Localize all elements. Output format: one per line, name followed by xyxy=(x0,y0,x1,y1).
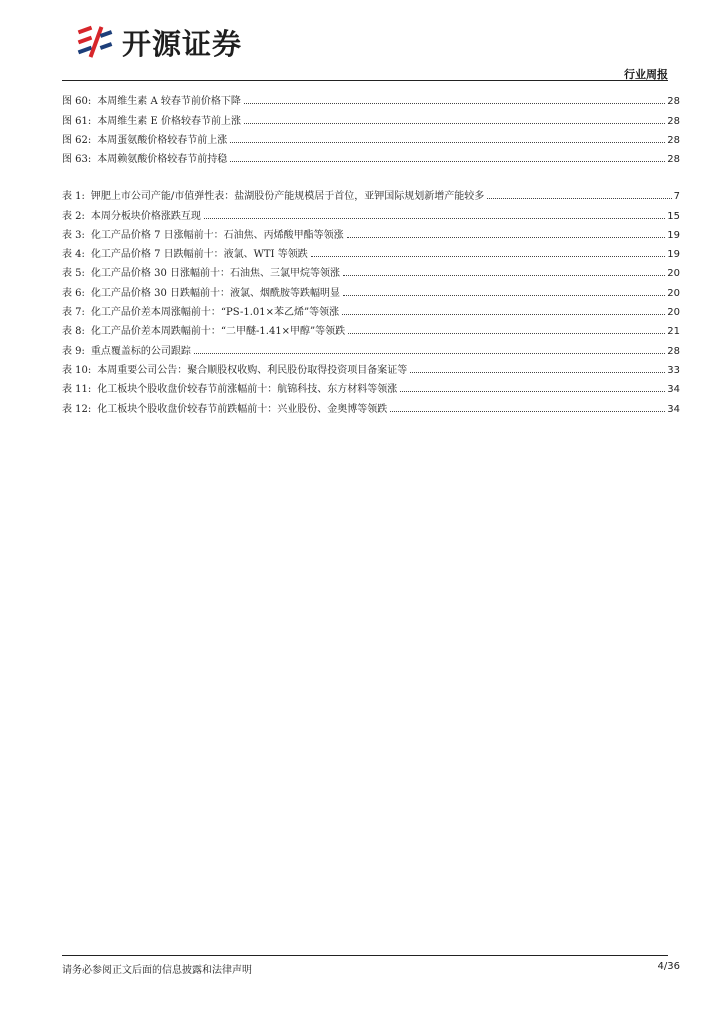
toc-leader xyxy=(400,391,665,392)
toc-title: 本周蛋氨酸价格较春节前上涨 xyxy=(97,134,228,146)
toc-leader xyxy=(244,103,665,104)
footer-divider xyxy=(62,955,668,956)
toc-page: 33 xyxy=(667,364,680,376)
toc-row[interactable] xyxy=(62,183,680,202)
toc-leader xyxy=(342,314,665,315)
toc-row[interactable] xyxy=(62,376,680,395)
toc-label: 表 7: xyxy=(62,307,85,319)
toc-label: 表 8: xyxy=(62,326,85,338)
figure-list xyxy=(62,88,680,165)
toc-row[interactable] xyxy=(62,127,680,146)
toc-page: 15 xyxy=(667,210,680,222)
toc-row[interactable] xyxy=(62,202,680,221)
toc-label: 表 6: xyxy=(62,287,85,299)
table-list xyxy=(62,183,680,415)
toc-page: 19 xyxy=(667,249,680,261)
toc-leader xyxy=(194,353,665,354)
toc-page: 34 xyxy=(667,384,680,396)
toc-leader xyxy=(343,295,665,296)
toc-title: 化工板块个股收盘价较春节前跌幅前十：兴业股份、金奥博等领跌 xyxy=(97,403,388,415)
toc-page: 28 xyxy=(667,154,680,166)
toc-label: 表 5: xyxy=(62,268,85,280)
toc-leader xyxy=(348,333,665,334)
toc-label: 表 1: xyxy=(62,191,85,203)
toc-leader xyxy=(343,275,665,276)
kaiyuan-logo-icon xyxy=(76,22,116,62)
toc-leader xyxy=(410,372,665,373)
toc-page: 19 xyxy=(667,229,680,241)
company-logo xyxy=(76,22,242,62)
toc-title: 化工产品价差本周跌幅前十：“二甲醚-1.41×甲醇”等领跌 xyxy=(90,326,346,338)
footer-disclaimer: 请务必参阅正文后面的信息披露和法律声明 xyxy=(62,965,252,976)
toc-page: 28 xyxy=(667,115,680,127)
toc-row[interactable] xyxy=(62,299,680,318)
toc-label: 图 61: xyxy=(62,115,92,127)
toc-page: 28 xyxy=(667,345,680,357)
toc-leader xyxy=(347,237,666,238)
toc-page: 20 xyxy=(667,307,680,319)
document-type: 行业周报 xyxy=(624,68,668,81)
toc-label: 表 12: xyxy=(62,403,92,415)
toc-leader xyxy=(487,198,671,199)
toc-leader xyxy=(204,218,665,219)
toc-page: 7 xyxy=(673,191,680,203)
toc-leader xyxy=(230,142,665,143)
toc-page: 34 xyxy=(667,403,680,415)
toc-page: 20 xyxy=(667,287,680,299)
toc-label: 表 2: xyxy=(62,210,85,222)
toc-row[interactable] xyxy=(62,146,680,165)
toc-title: 本周维生素 E 价格较春节前上涨 xyxy=(97,115,241,127)
page-header xyxy=(0,0,724,82)
toc-row[interactable] xyxy=(62,241,680,260)
toc-label: 图 63: xyxy=(62,154,92,166)
toc-row[interactable] xyxy=(62,88,680,107)
toc-row[interactable] xyxy=(62,318,680,337)
toc-row[interactable] xyxy=(62,222,680,241)
toc-title: 重点覆盖标的公司跟踪 xyxy=(90,345,191,357)
toc-leader xyxy=(311,256,666,257)
toc-label: 表 9: xyxy=(62,345,85,357)
toc-row[interactable] xyxy=(62,279,680,298)
toc-label: 图 60: xyxy=(62,96,92,108)
toc-title: 化工产品价格 7 日跌幅前十：液氯、WTI 等领跌 xyxy=(90,249,308,261)
toc-page: 21 xyxy=(667,326,680,338)
toc-page: 20 xyxy=(667,268,680,280)
toc-label: 表 10: xyxy=(62,364,92,376)
toc-page: 28 xyxy=(667,134,680,146)
toc-label: 表 4: xyxy=(62,249,85,261)
header-divider xyxy=(62,80,668,81)
toc-row[interactable] xyxy=(62,395,680,414)
toc-label: 表 3: xyxy=(62,229,85,241)
toc-title: 化工产品价格 30 日涨幅前十：石油焦、三氯甲烷等领涨 xyxy=(90,268,341,280)
page-number: 4/36 xyxy=(657,961,680,972)
toc-page: 28 xyxy=(667,96,680,108)
toc-label: 表 11: xyxy=(62,384,92,396)
toc-row[interactable] xyxy=(62,357,680,376)
toc-title: 本周维生素 A 较春节前价格下降 xyxy=(97,96,241,108)
toc-label: 图 62: xyxy=(62,134,92,146)
toc-title: 化工板块个股收盘价较春节前涨幅前十：航锦科技、东方材料等领涨 xyxy=(97,384,398,396)
toc-title: 化工产品价格 7 日涨幅前十：石油焦、丙烯酸甲酯等领涨 xyxy=(90,229,344,241)
toc-leader xyxy=(230,161,665,162)
toc-title: 本周重要公司公告：聚合顺股权收购、利民股份取得投资项目备案证等 xyxy=(97,364,408,376)
toc-leader xyxy=(390,411,665,412)
toc-title: 本周分板块价格涨跌互现 xyxy=(90,210,201,222)
toc-title: 钾肥上市公司产能/市值弹性表：盐湖股份产能规模居于首位，亚钾国际规划新增产能较多 xyxy=(90,191,485,203)
toc-row[interactable] xyxy=(62,260,680,279)
toc-title: 化工产品价格 30 日跌幅前十：液氯、烟酰胺等跌幅明显 xyxy=(90,287,341,299)
toc-row[interactable] xyxy=(62,107,680,126)
logo-text: 开源证券 xyxy=(122,26,243,61)
toc-leader xyxy=(244,123,665,124)
toc-title: 化工产品价差本周涨幅前十：“PS-1.01×苯乙烯”等领涨 xyxy=(90,307,340,319)
toc-row[interactable] xyxy=(62,337,680,356)
toc-title: 本周赖氨酸价格较春节前持稳 xyxy=(97,154,228,166)
